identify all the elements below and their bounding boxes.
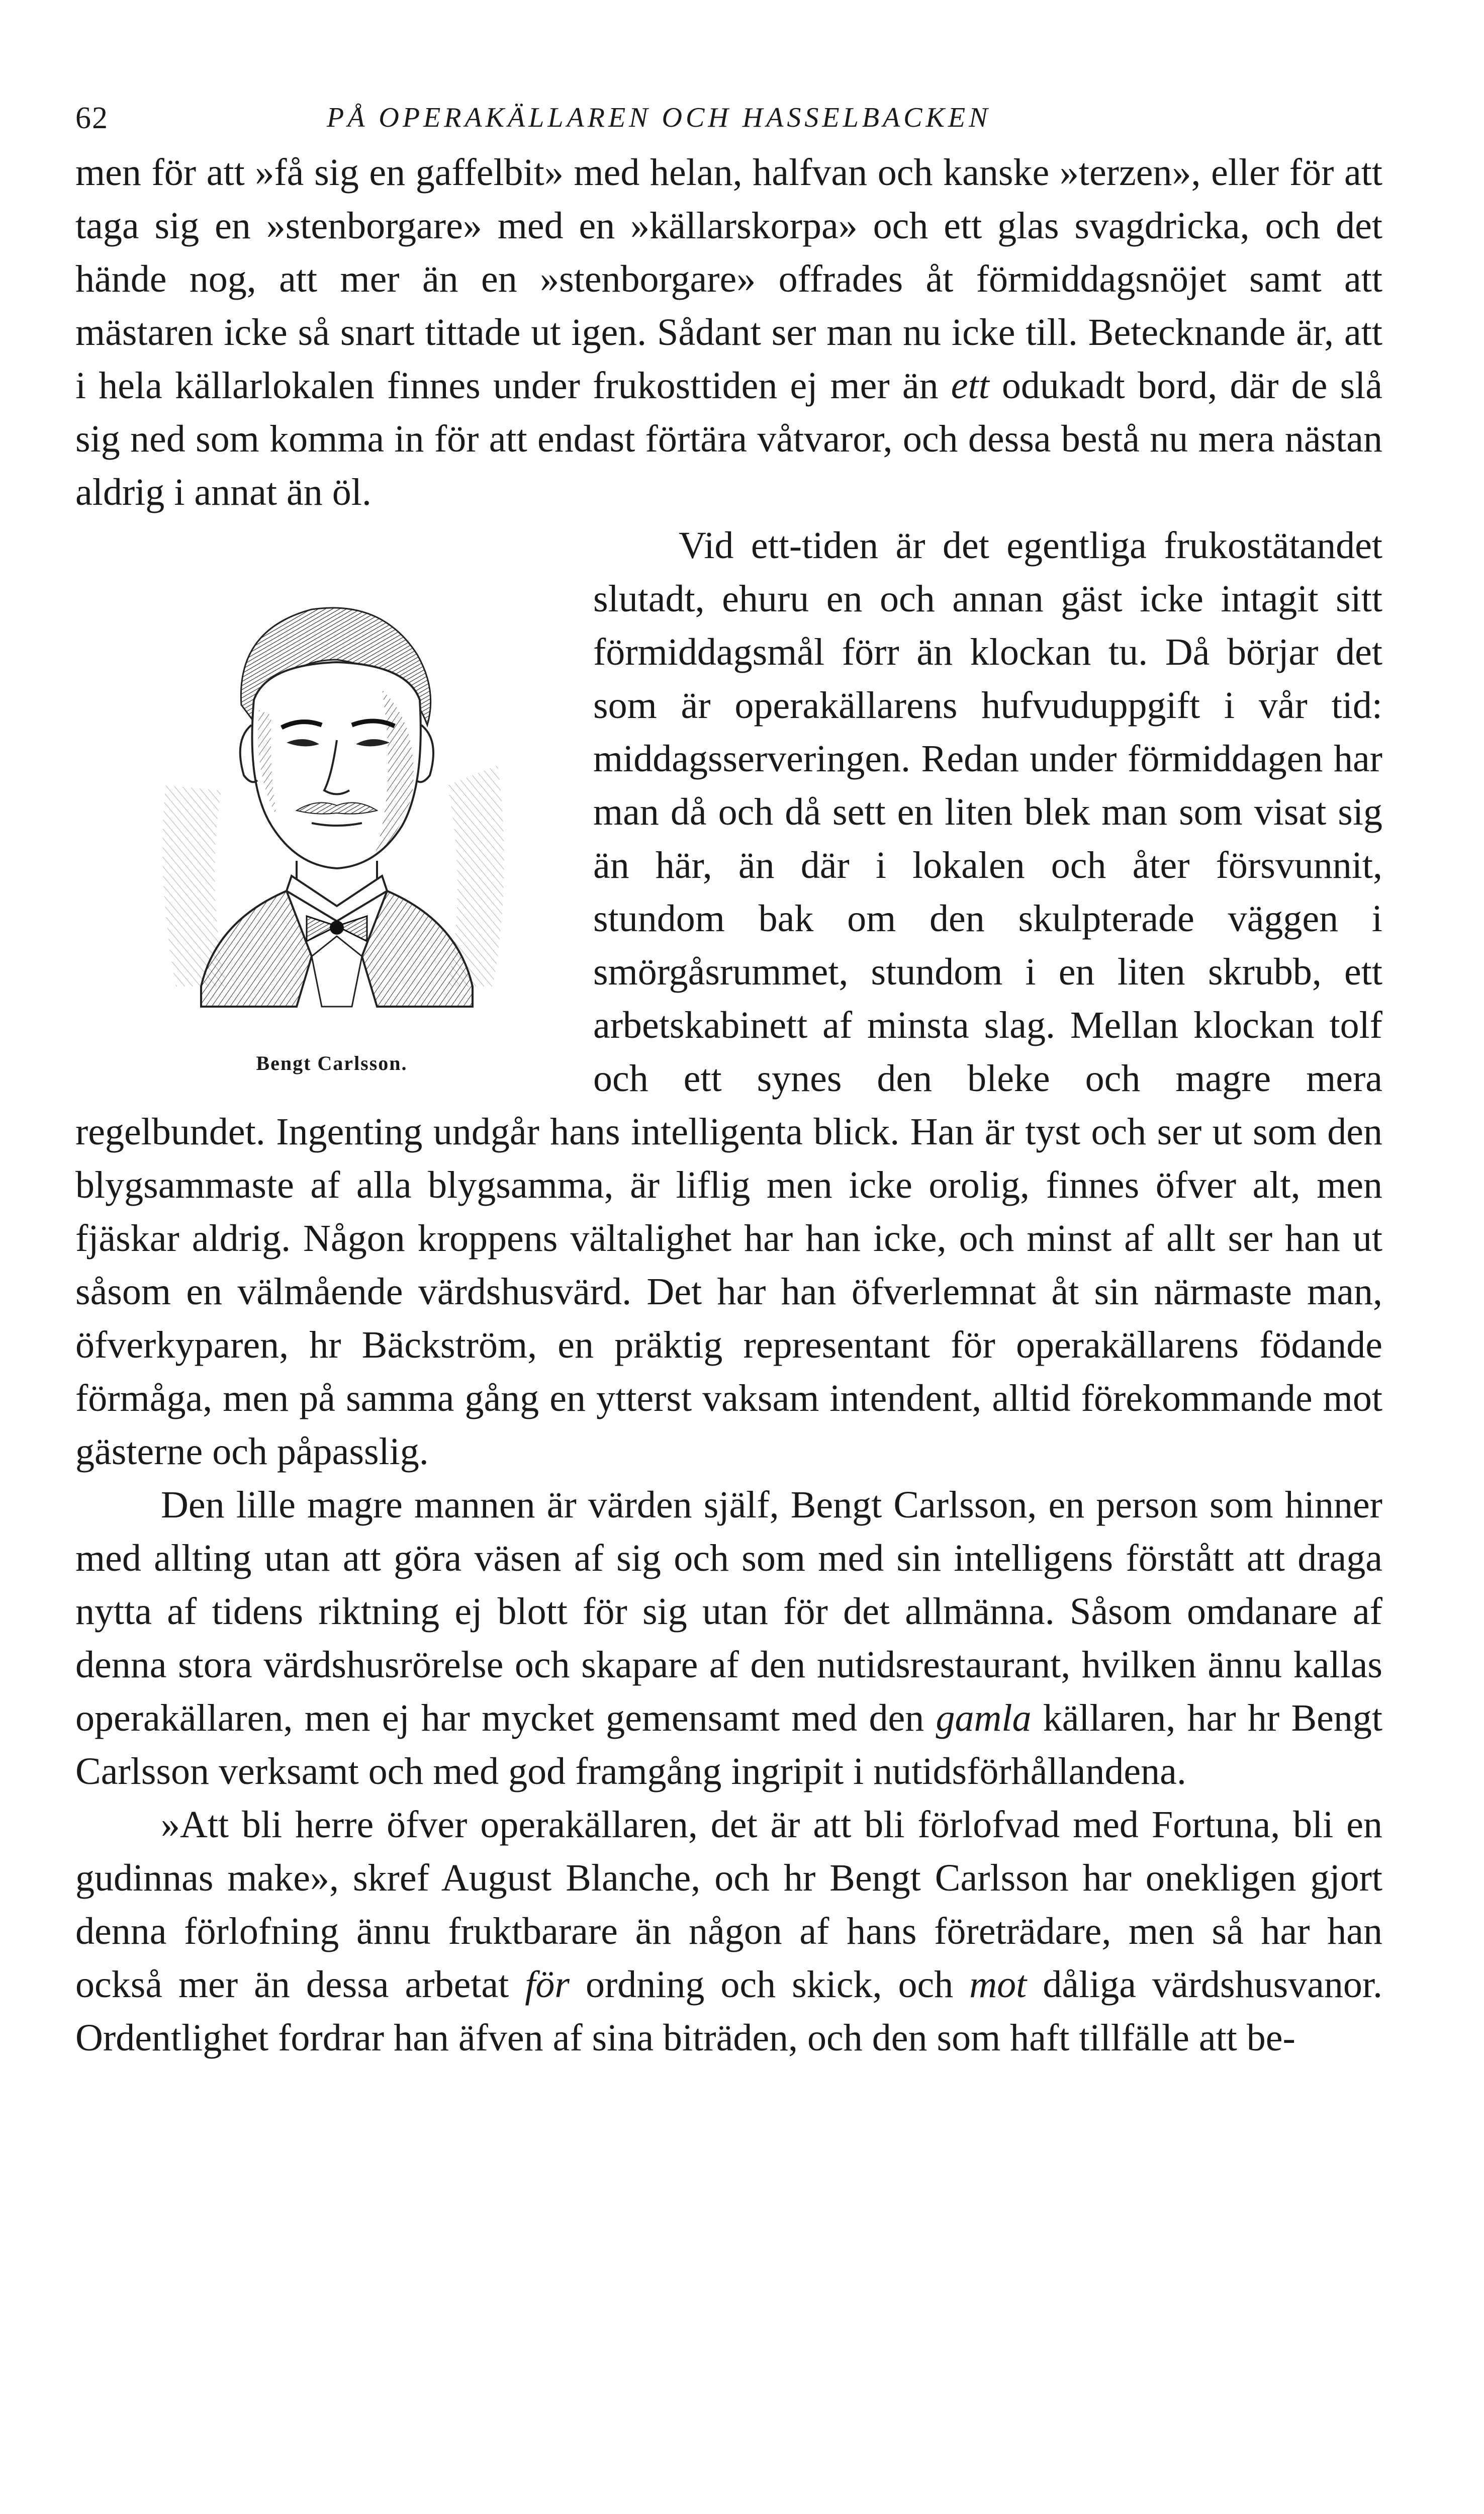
paragraph-4-text-b: ordning och skick, och	[569, 1963, 970, 2006]
running-title: PÅ OPERAKÄLLAREN OCH HASSELBACKEN	[327, 102, 991, 133]
paragraph-3-text-b: källaren, har hr Bengt Carlsson verksamt och med god framgång ingripit i nutidsförhållandena.	[75, 1697, 1383, 1792]
paragraph-1-end: odukadt bord, där de slå sig ned som komma in för att endast förtära våtvaror, och dessa bestå nu mera nästan aldrig i annat än öl.	[75, 365, 1382, 513]
paragraph-4-text-a: »Att bli herre öfver operakällaren, det är att bli förlofvad med Fortuna, bli en gudinnas make», skref August Blanche, och hr Bengt Carlsson har onekligen gjort denna förlofning ännu fruktbarare än någon af hans företrädare, men så har han också mer än dessa arbetat	[75, 1804, 1382, 2006]
emphasis-for: för	[525, 1963, 570, 2006]
paragraph-1-text: men för att »få sig en gaffelbit» med helan, halfvan och kanske »terzen», eller för att taga sig en »stenborgare» med en »källarskorpa» och ett glas svagdricka, och det hände nog, att mer än en »stenborgare» offrades åt förmiddagsnöjet samt att mästaren icke så snart tittade ut igen. Sådant ser man nu icke till. Betecknande är, att i hela källarlokalen finnes under frukosttiden ej mer än	[75, 151, 1382, 407]
emphasis-mot: mot	[969, 1963, 1027, 2006]
emphasis-gamla: gamla	[936, 1697, 1032, 1739]
running-head	[75, 91, 1382, 146]
emphasis-ett: ett	[951, 365, 989, 407]
portrait-caption: Bengt Carlsson.	[256, 1052, 408, 1074]
paragraph-3-text-a: Den lille magre mannen är värden själf, Bengt Carlsson, en person som hinner med allting utan att göra väsen af sig och som med sin intelligens förstått att draga nytta af tidens riktning ej blott för sig utan för det allmänna. Såsom omdanare af denna stora värdshusrörelse och skapare af den nutidsrestaurant, hvilken ännu kallas operakällaren, men ej har mycket gemensamt med den	[75, 1484, 1382, 1739]
paragraph-1	[75, 146, 1382, 519]
portrait-figure	[146, 574, 548, 1090]
book-page	[75, 91, 1382, 2514]
paragraph-4	[75, 1798, 1382, 2064]
paragraph-2: Vid ett-tiden är det egentliga frukostätandet slutadt, ehuru en och annan gäst icke intagit sitt förmiddagsmål förr än klockan tu. Då börjar det som är operakällarens hufvuduppgift i vår tid: middagsserveringen. Redan under förmiddagen har man då och då sett en liten blek man som visat sig än här, än där i lokalen och åter försvunnit, stundom bak om den skulpterade väggen i smörgåsrummet, stundom i en liten skrubb, ett arbetskabinett af minsta slag. Mellan klockan tolf och ett synes den bleke och magre mera regelbundet. Ingenting undgår hans intelligenta blick. Han är tyst och ser ut som den blygsammaste af alla blygsamma, är liflig men icke orolig, finnes öfver alt, men fjäskar aldrig. Någon kroppens vältalighet har han icke, och minst af allt ser han ut såsom en välmående värdshusvärd. Det har han öfverlemnat åt sin närmaste man, öfverkyparen, hr Bäckström, en präktig representant för operakällarens födande förmåga, men på samma gång en ytterst vaksam intendent, alltid förekommande mot gästerne och påpasslig.	[75, 524, 1382, 1473]
paragraph-4-text-c: dåliga värdshusvanor. Ordentlighet fordrar han äfven af sina biträden, och den som haft tillfälle att be-	[75, 1963, 1382, 2059]
body-text	[75, 146, 1382, 2064]
page-number: 62	[75, 101, 109, 135]
portrait-engraving	[146, 574, 518, 1017]
paragraph-3	[75, 1478, 1382, 1798]
